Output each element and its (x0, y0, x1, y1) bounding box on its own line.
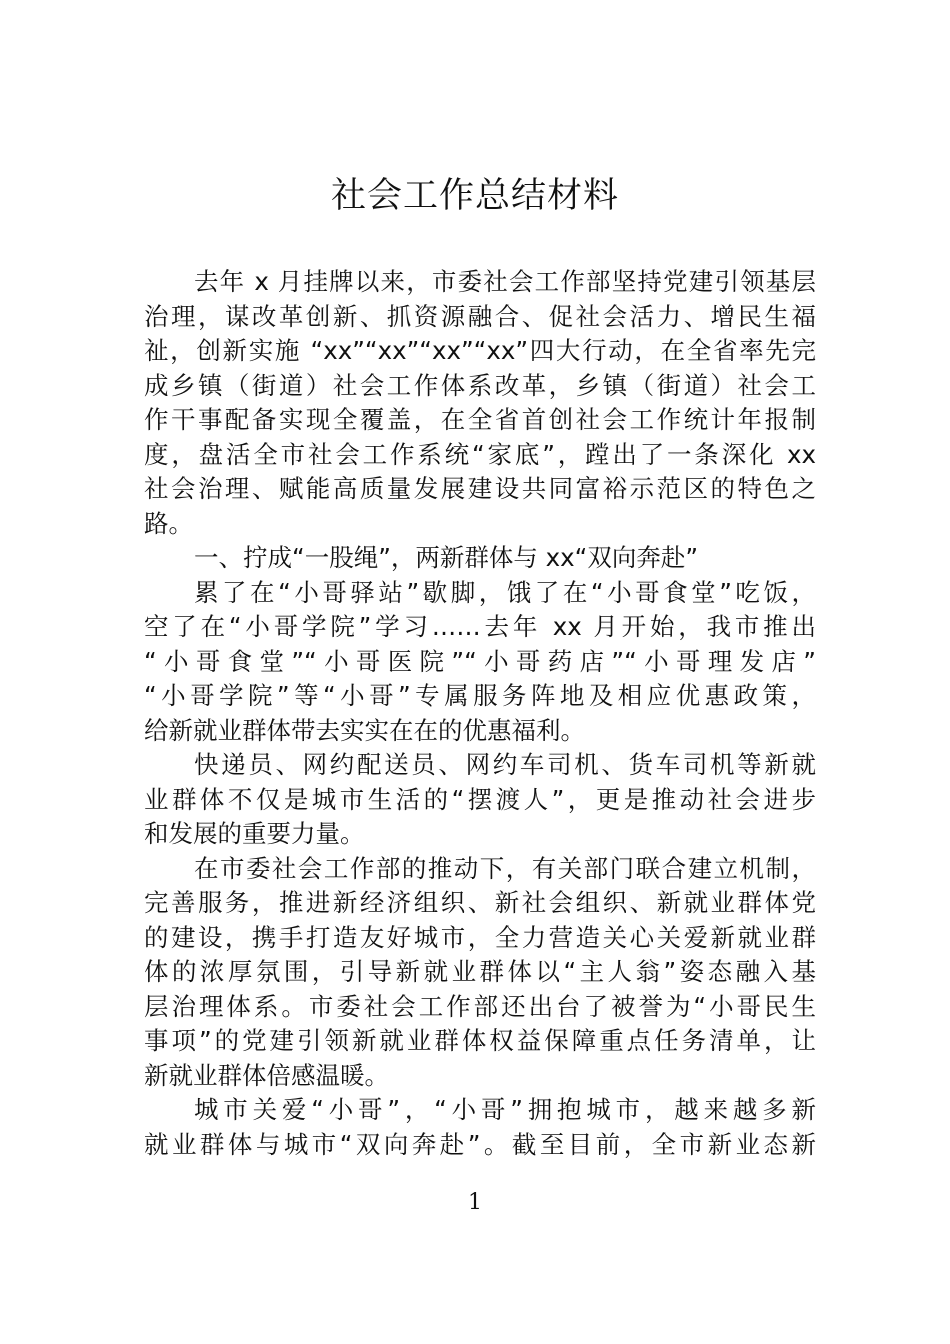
text-line: 空了在“小哥学院”学习……去年 xx 月开始，我市推出 (144, 612, 816, 641)
text-line: 新就业群体倍感温暖。 (144, 1060, 389, 1090)
text-line: 社会治理、赋能高质量发展建设共同富裕示范区的特色之 (144, 474, 816, 503)
document-body (144, 265, 816, 1162)
text-line: “小哥食堂”“小哥医院”“小哥药店”“小哥理发店” (144, 646, 816, 676)
text-line: 快递员、网约配送员、网约车司机、货车司机等新就 (194, 750, 816, 779)
text-line: 体的浓厚氛围，引导新就业群体以“主人翁”姿态融入基 (144, 957, 816, 986)
text-line: 作干事配备实现全覆盖，在全省首创社会工作统计年报制 (144, 405, 816, 434)
text-line: 累了在“小哥驿站”歇脚，饿了在“小哥食堂”吃饭， (194, 577, 816, 607)
text-line: 和发展的重要力量。 (144, 819, 365, 848)
text-line: 成乡镇（街道）社会工作体系改革，乡镇（街道）社会工 (144, 370, 816, 400)
text-line: 层治理体系。市委社会工作部还出台了被誉为“小哥民生 (144, 991, 816, 1021)
text-line: 去年 x 月挂牌以来，市委社会工作部坚持党建引领基层 (194, 267, 816, 296)
text-line: 完善服务，推进新经济组织、新社会组织、新就业群体党 (144, 888, 816, 917)
text-line: “小哥学院”等“小哥”专属服务阵地及相应优惠政策， (144, 681, 816, 710)
document-title: 社会工作总结材料 (330, 176, 619, 216)
text-line: 给新就业群体带去实实在在的优惠福利。 (144, 715, 585, 745)
text-line: 事项”的党建引领新就业群体权益保障重点任务清单，让 (144, 1026, 816, 1055)
text-line: 在市委社会工作部的推动下，有关部门联合建立机制， (194, 853, 816, 883)
text-line: 的建设，携手打造友好城市，全力营造关心关爱新就业群 (144, 922, 816, 952)
text-line: 城市关爱“小哥”，“小哥”拥抱城市，越来越多新 (194, 1095, 816, 1124)
page-number: 1 (468, 1190, 482, 1215)
text-line: 业群体不仅是城市生活的“摆渡人”，更是推动社会进步 (144, 784, 816, 814)
text-line: 路。 (144, 508, 193, 538)
text-line: 治理，谋改革创新、抓资源融合、促社会活力、增民生福 (144, 301, 816, 331)
text-line: 祉，创新实施 “xx”“xx”“xx”“xx”四大行动，在全省率先完 (144, 336, 816, 365)
text-line: 一、拧成“一股绳”，两新群体与 xx“双向奔赴” (194, 543, 699, 572)
text-line: 就业群体与城市“双向奔赴”。截至目前，全市新业态新 (144, 1129, 816, 1159)
text-line: 度，盘活全市社会工作系统“家底”，蹚出了一条深化 xx (144, 439, 816, 469)
